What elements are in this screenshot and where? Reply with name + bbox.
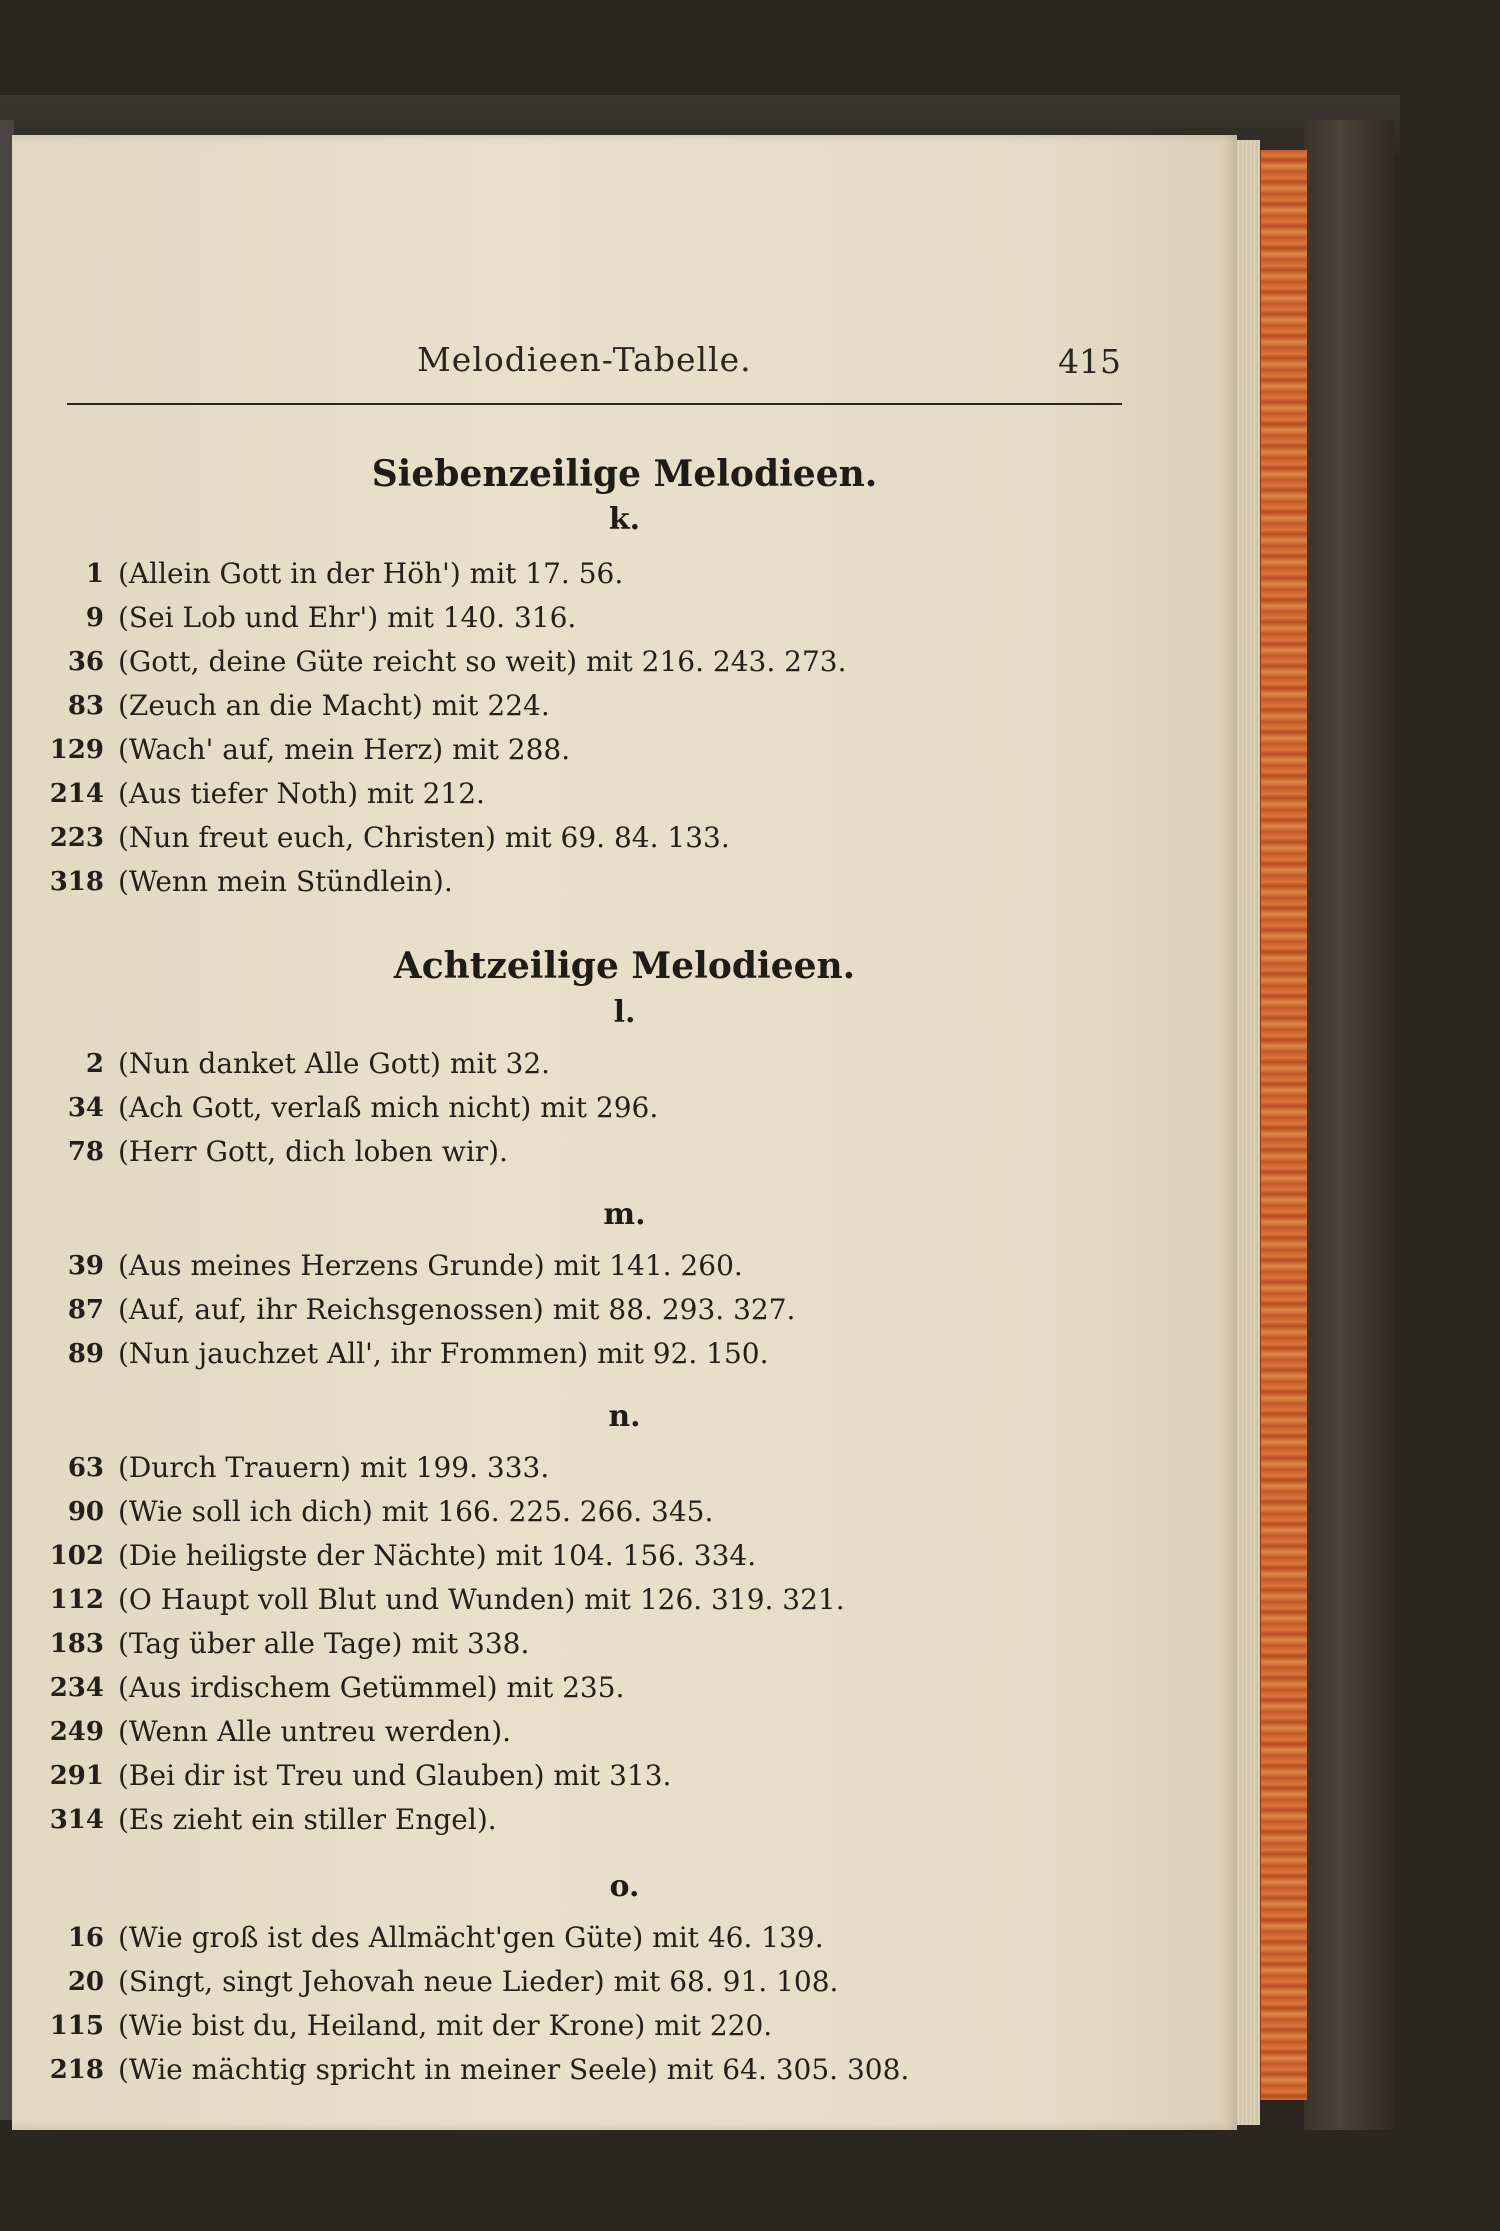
item-text: (Wie soll ich dich) mit 166. 225. 266. 345. [118,1495,714,1528]
item-text: (Zeuch an die Macht) mit 224. [118,689,550,722]
item-text: (Wach' auf, mein Herz) mit 288. [118,733,571,766]
item-number: 89 [67,1339,104,1369]
item-number: 318 [49,867,104,897]
page-stack [1235,140,1260,2125]
item-text: (Wie bist du, Heiland, mit der Krone) mit 220. [118,2009,773,2042]
item-text: (Nun jauchzet All', ihr Frommen) mit 92. 150. [118,1337,769,1370]
item-number: 34 [67,1093,104,1123]
item-number: 36 [67,647,104,677]
book-page [12,135,1237,2130]
item-text: (Wenn Alle untreu werden). [118,1715,512,1748]
item-text: (Wenn mein Stündlein). [118,865,453,898]
item-number: 218 [49,2055,104,2085]
item-text: (Die heiligste der Nächte) mit 104. 156. 334. [118,1539,757,1572]
item-number: 83 [67,691,104,721]
item-text: (Nun danket Alle Gott) mit 32. [118,1047,551,1080]
running-head: Melodieen-Tabelle. [417,340,752,379]
item-text: (Herr Gott, dich loben wir). [118,1135,508,1168]
item-number: 87 [67,1295,104,1325]
item-number: 112 [49,1585,104,1615]
item-number: 234 [49,1673,104,1703]
page-number: 415 [1058,342,1121,381]
group-letter: n. [608,1399,641,1434]
group-letter: k. [608,502,641,537]
section-heading: Achtzeilige Melodieen. [393,945,856,987]
item-text: (Auf, auf, ihr Reichsgenossen) mit 88. 293. 327. [118,1293,796,1326]
item-text: (Tag über alle Tage) mit 338. [118,1627,530,1660]
item-text: (Durch Trauern) mit 199. 333. [118,1451,550,1484]
book-spine [1304,120,1394,2130]
item-number: 90 [67,1497,104,1527]
item-text: (Nun freut euch, Christen) mit 69. 84. 133. [118,821,730,854]
item-number: 102 [49,1541,104,1571]
item-text: (Gott, deine Güte reicht so weit) mit 216. 243. 273. [118,645,847,678]
item-text: (Bei dir ist Treu und Glauben) mit 313. [118,1759,672,1792]
item-number: 214 [49,779,104,809]
item-text: (O Haupt voll Blut und Wunden) mit 126. 319. 321. [118,1583,845,1616]
item-number: 39 [67,1251,104,1281]
item-number: 1 [85,559,104,589]
item-number: 129 [49,735,104,765]
item-text: (Aus tiefer Noth) mit 212. [118,777,485,810]
item-number: 183 [49,1629,104,1659]
item-text: (Singt, singt Jehovah neue Lieder) mit 68. 91. 108. [118,1965,839,1998]
item-text: (Aus meines Herzens Grunde) mit 141. 260. [118,1249,743,1282]
item-number: 16 [67,1923,104,1953]
item-number: 115 [49,2011,104,2041]
item-number: 2 [85,1049,104,1079]
group-letter: o. [609,1869,640,1904]
section-heading: Siebenzeilige Melodieen. [371,453,878,495]
item-number: 20 [67,1967,104,1997]
item-text: (Sei Lob und Ehr') mit 140. 316. [118,601,577,634]
item-text: (Wie mächtig spricht in meiner Seele) mit 64. 305. 308. [118,2053,910,2086]
group-letter: l. [613,995,636,1030]
group-letter: m. [603,1197,646,1232]
item-number: 291 [49,1761,104,1791]
item-number: 63 [67,1453,104,1483]
item-number: 9 [85,603,104,633]
item-text: (Aus irdischem Getümmel) mit 235. [118,1671,625,1704]
item-number: 314 [49,1805,104,1835]
item-text: (Es zieht ein stiller Engel). [118,1803,497,1836]
item-number: 249 [49,1717,104,1747]
item-text: (Allein Gott in der Höh') mit 17. 56. [118,557,624,590]
item-number: 78 [67,1137,104,1167]
item-text: (Ach Gott, verlaß mich nicht) mit 296. [118,1091,659,1124]
header-rule [67,403,1122,405]
page-edge-red [1258,150,1307,2100]
item-text: (Wie groß ist des Allmächt'gen Güte) mit 46. 139. [118,1921,824,1954]
item-number: 223 [49,823,104,853]
